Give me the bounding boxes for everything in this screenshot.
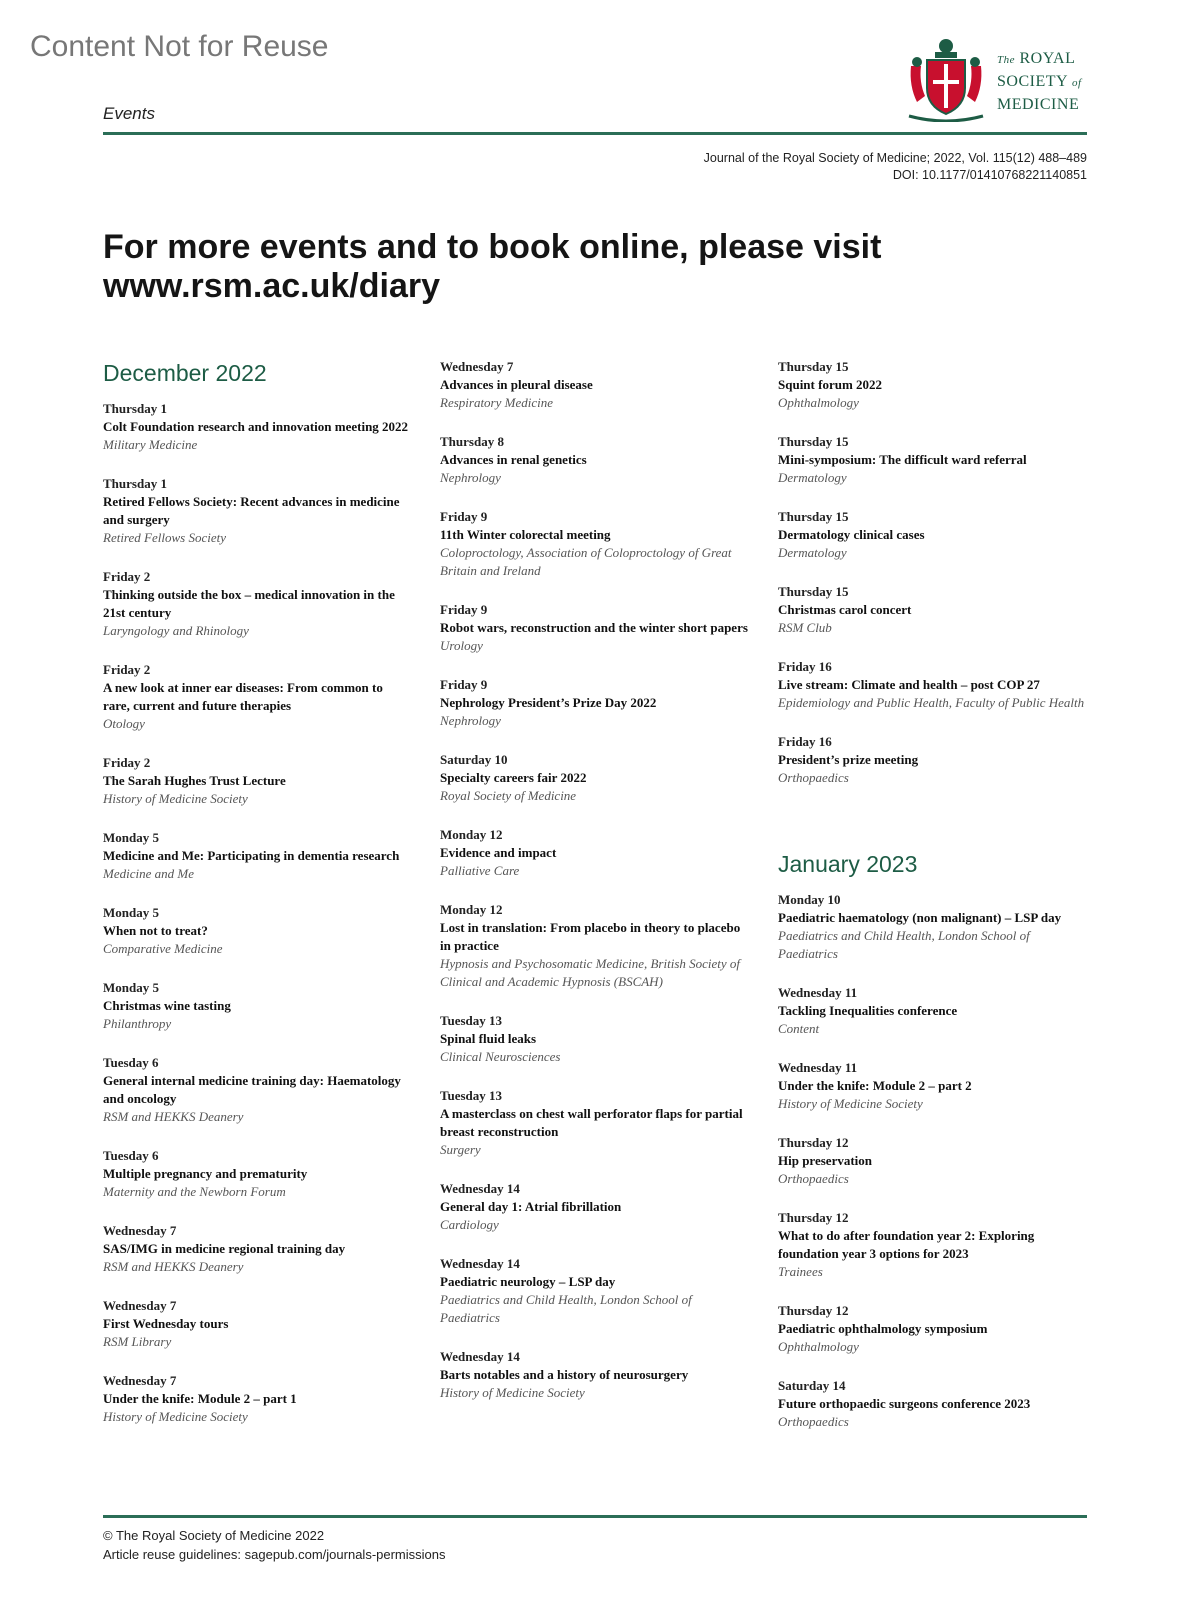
event-day: Wednesday 14	[440, 1349, 520, 1364]
event-day: Tuesday 13	[440, 1013, 503, 1028]
event-item	[778, 1209, 1086, 1281]
event-title: Spinal fluid leaks	[440, 1031, 537, 1046]
logo-line1-small: The	[997, 54, 1015, 66]
event-item	[778, 433, 1086, 487]
event-item	[103, 400, 411, 454]
event-day: Friday 2	[103, 755, 151, 770]
watermark: Content Not for Reuse	[30, 30, 329, 63]
event-title: Multiple pregnancy and prematurity	[103, 1166, 308, 1181]
logo-line3: MEDICINE	[997, 96, 1080, 113]
event-organiser: Cardiology	[440, 1217, 499, 1232]
event-organiser: History of Medicine Society	[103, 1409, 248, 1424]
event-title: First Wednesday tours	[103, 1316, 229, 1331]
event-title: Thinking outside the box – medical innovation in the 21st century	[103, 587, 395, 620]
event-item	[103, 661, 411, 733]
event-item	[778, 1377, 1086, 1431]
event-day: Friday 9	[440, 602, 488, 617]
event-organiser: Otology	[103, 716, 145, 731]
event-item	[778, 891, 1086, 963]
events-column-1	[103, 358, 411, 1447]
event-title: Barts notables and a history of neurosurgery	[440, 1367, 689, 1382]
event-item	[440, 1180, 748, 1234]
event-title: Specialty careers fair 2022	[440, 770, 587, 785]
event-organiser: RSM Library	[103, 1334, 172, 1349]
event-organiser: History of Medicine Society	[778, 1096, 923, 1111]
event-organiser: Respiratory Medicine	[440, 395, 553, 410]
event-title: Retired Fellows Society: Recent advances in medicine and surgery	[103, 494, 400, 527]
event-title: 11th Winter colorectal meeting	[440, 527, 611, 542]
event-day: Wednesday 7	[440, 359, 514, 374]
event-title: Under the knife: Module 2 – part 2	[778, 1078, 972, 1093]
rsm-logo	[905, 36, 1085, 126]
event-day: Tuesday 6	[103, 1148, 159, 1163]
event-item	[440, 751, 748, 805]
event-organiser: Urology	[440, 638, 483, 653]
event-organiser: Palliative Care	[440, 863, 520, 878]
event-day: Monday 12	[440, 902, 503, 917]
event-item	[103, 1147, 411, 1201]
event-organiser: Ophthalmology	[778, 1339, 859, 1354]
event-organiser: Military Medicine	[103, 437, 198, 452]
event-item	[103, 568, 411, 640]
event-item	[778, 1134, 1086, 1188]
event-organiser: Orthopaedics	[778, 1171, 849, 1186]
event-day: Wednesday 11	[778, 1060, 858, 1075]
event-title: The Sarah Hughes Trust Lecture	[103, 773, 286, 788]
event-day: Monday 5	[103, 980, 159, 995]
event-title: Advances in pleural disease	[440, 377, 593, 392]
logo-line1: ROYAL	[1019, 50, 1076, 67]
event-title: General day 1: Atrial fibrillation	[440, 1199, 622, 1214]
rsm-crest-icon	[905, 36, 987, 122]
event-day: Thursday 12	[778, 1303, 849, 1318]
event-item	[778, 733, 1086, 787]
event-item	[440, 601, 748, 655]
event-day: Friday 2	[103, 662, 151, 677]
event-day: Thursday 8	[440, 434, 504, 449]
event-item	[778, 984, 1086, 1038]
event-title: Lost in translation: From placebo in theory to placebo in practice	[440, 920, 741, 953]
event-day: Thursday 15	[778, 584, 849, 599]
event-item	[440, 1255, 748, 1327]
event-title: Hip preservation	[778, 1153, 873, 1168]
event-day: Monday 5	[103, 905, 159, 920]
event-organiser: Comparative Medicine	[103, 941, 223, 956]
event-day: Wednesday 7	[103, 1223, 177, 1238]
month-heading: January 2023	[778, 851, 918, 877]
event-day: Tuesday 13	[440, 1088, 503, 1103]
event-day: Monday 5	[103, 830, 159, 845]
event-day: Thursday 15	[778, 359, 849, 374]
event-title: When not to treat?	[103, 923, 208, 938]
event-item	[778, 1059, 1086, 1113]
event-organiser: Hypnosis and Psychosomatic Medicine, British Society of Clinical and Academic Hypnosis (BSCAH)	[440, 956, 741, 989]
event-organiser: History of Medicine Society	[103, 791, 248, 806]
event-day: Monday 10	[778, 892, 841, 907]
event-title: Paediatric haematology (non malignant) – LSP day	[778, 910, 1062, 925]
event-organiser: Philanthropy	[103, 1016, 172, 1031]
event-title: Paediatric ophthalmology symposium	[778, 1321, 988, 1336]
event-title: President’s prize meeting	[778, 752, 919, 767]
headline-url[interactable]: www.rsm.ac.uk/diary	[103, 267, 440, 305]
month-heading: December 2022	[103, 360, 267, 386]
events-column-2	[440, 358, 748, 1423]
event-day: Thursday 15	[778, 434, 849, 449]
event-day: Monday 12	[440, 827, 503, 842]
event-item	[440, 508, 748, 580]
event-day: Wednesday 7	[103, 1298, 177, 1313]
event-item	[440, 901, 748, 991]
event-organiser: Paediatrics and Child Health, London School of Paediatrics	[778, 928, 1030, 961]
event-day: Wednesday 14	[440, 1256, 520, 1271]
event-item	[778, 658, 1086, 712]
event-organiser: RSM and HEKKS Deanery	[103, 1109, 244, 1124]
event-item	[103, 475, 411, 547]
event-item	[440, 676, 748, 730]
logo-line2: SOCIETY	[997, 73, 1068, 90]
event-organiser: Coloproctology, Association of Coloproctology of Great Britain and Ireland	[440, 545, 732, 578]
event-title: Dermatology clinical cases	[778, 527, 925, 542]
event-day: Thursday 15	[778, 509, 849, 524]
event-title: SAS/IMG in medicine regional training day	[103, 1241, 346, 1256]
event-item	[778, 358, 1086, 412]
event-title: Under the knife: Module 2 – part 1	[103, 1391, 297, 1406]
citation-journal: Journal of the Royal Society of Medicine; 2022, Vol. 115(12) 488–489	[703, 151, 1087, 165]
event-organiser: Trainees	[778, 1264, 823, 1279]
event-organiser: Orthopaedics	[778, 770, 849, 785]
event-item	[103, 1297, 411, 1351]
event-title: Squint forum 2022	[778, 377, 883, 392]
event-item	[440, 1012, 748, 1066]
event-day: Friday 9	[440, 509, 488, 524]
copyright: © The Royal Society of Medicine 2022	[103, 1528, 325, 1543]
event-title: Nephrology President’s Prize Day 2022	[440, 695, 657, 710]
event-title: What to do after foundation year 2: Exploring foundation year 3 options for 2023	[778, 1228, 1035, 1261]
event-day: Thursday 12	[778, 1210, 849, 1225]
event-day: Saturday 10	[440, 752, 508, 767]
rsm-logo-wordmark	[997, 48, 1087, 115]
event-organiser: Retired Fellows Society	[103, 530, 226, 545]
event-title: Robot wars, reconstruction and the winter short papers	[440, 620, 748, 635]
event-day: Friday 16	[778, 659, 832, 674]
event-day: Friday 2	[103, 569, 151, 584]
event-item	[440, 1087, 748, 1159]
event-day: Thursday 1	[103, 401, 167, 416]
event-day: Wednesday 7	[103, 1373, 177, 1388]
event-title: A new look at inner ear diseases: From common to rare, current and future therapies	[103, 680, 383, 713]
headline-line1: For more events and to book online, please visit	[103, 228, 882, 266]
event-day: Friday 16	[778, 734, 832, 749]
citation-doi: DOI: 10.1177/01410768221140851	[892, 168, 1087, 182]
event-item	[103, 1222, 411, 1276]
event-organiser: Clinical Neurosciences	[440, 1049, 561, 1064]
event-organiser: Surgery	[440, 1142, 481, 1157]
event-title: A masterclass on chest wall perforator flaps for partial breast reconstruction	[440, 1106, 743, 1139]
event-title: General internal medicine training day: Haematology and oncology	[103, 1073, 401, 1106]
event-item	[778, 583, 1086, 637]
event-organiser: Nephrology	[440, 470, 501, 485]
event-organiser: Dermatology	[778, 545, 847, 560]
event-title: Mini-symposium: The difficult ward referral	[778, 452, 1027, 467]
event-item	[440, 358, 748, 412]
footer	[103, 1526, 446, 1564]
event-organiser: Royal Society of Medicine	[440, 788, 577, 803]
event-title: Christmas wine tasting	[103, 998, 231, 1013]
event-organiser: Dermatology	[778, 470, 847, 485]
event-organiser: Ophthalmology	[778, 395, 859, 410]
event-day: Saturday 14	[778, 1378, 846, 1393]
event-organiser: Laryngology and Rhinology	[103, 623, 249, 638]
event-title: Future orthopaedic surgeons conference 2023	[778, 1396, 1031, 1411]
events-column-3	[778, 358, 1086, 1452]
event-organiser: RSM Club	[778, 620, 832, 635]
event-item	[103, 1054, 411, 1126]
header-divider	[103, 132, 1087, 135]
event-title: Tackling Inequalities conference	[778, 1003, 958, 1018]
section-label: Events	[103, 104, 155, 123]
event-item	[103, 904, 411, 958]
event-day: Thursday 12	[778, 1135, 849, 1150]
event-day: Friday 9	[440, 677, 488, 692]
event-item	[103, 754, 411, 808]
page-headline	[103, 228, 1043, 306]
event-item	[440, 826, 748, 880]
event-organiser: Content	[778, 1021, 820, 1036]
event-organiser: Medicine and Me	[103, 866, 194, 881]
event-item	[103, 1372, 411, 1426]
event-organiser: Orthopaedics	[778, 1414, 849, 1429]
event-title: Christmas carol concert	[778, 602, 912, 617]
event-item	[440, 1348, 748, 1402]
event-item	[778, 508, 1086, 562]
citation	[704, 150, 1087, 184]
event-day: Tuesday 6	[103, 1055, 159, 1070]
event-day: Wednesday 14	[440, 1181, 520, 1196]
event-item	[103, 829, 411, 883]
event-title: Evidence and impact	[440, 845, 557, 860]
event-title: Medicine and Me: Participating in dementia research	[103, 848, 400, 863]
logo-line2-small: of	[1071, 77, 1082, 89]
event-item	[778, 1302, 1086, 1356]
event-title: Paediatric neurology – LSP day	[440, 1274, 616, 1289]
event-day: Thursday 1	[103, 476, 167, 491]
event-item	[440, 433, 748, 487]
footer-divider	[103, 1515, 1087, 1518]
event-title: Live stream: Climate and health – post COP 27	[778, 677, 1040, 692]
event-organiser: Paediatrics and Child Health, London School of Paediatrics	[440, 1292, 692, 1325]
event-organiser: Maternity and the Newborn Forum	[103, 1184, 286, 1199]
event-organiser: Epidemiology and Public Health, Faculty of Public Health	[778, 695, 1085, 710]
reuse-guidelines: Article reuse guidelines: sagepub.com/journals-permissions	[103, 1547, 446, 1562]
event-organiser: History of Medicine Society	[440, 1385, 585, 1400]
event-item	[103, 979, 411, 1033]
event-title: Advances in renal genetics	[440, 452, 587, 467]
event-organiser: Nephrology	[440, 713, 501, 728]
event-day: Wednesday 11	[778, 985, 858, 1000]
event-title: Colt Foundation research and innovation meeting 2022	[103, 419, 409, 434]
event-organiser: RSM and HEKKS Deanery	[103, 1259, 244, 1274]
